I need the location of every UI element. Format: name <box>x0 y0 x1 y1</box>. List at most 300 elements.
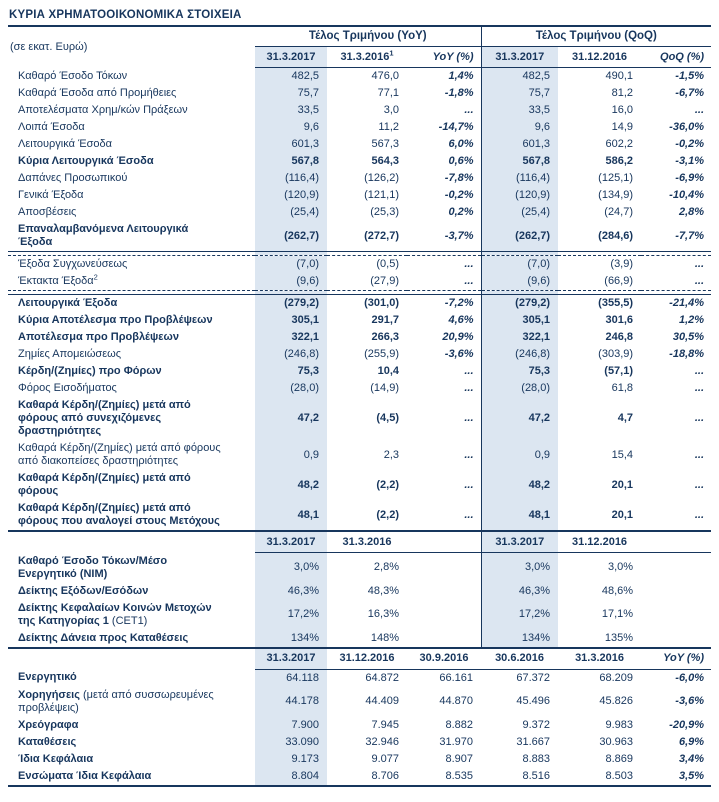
value-cell: -3,6% <box>444 348 474 360</box>
table-row <box>8 119 711 136</box>
value-cell: 31.667 <box>516 735 551 748</box>
value-cell: 64.118 <box>255 669 327 687</box>
table-row <box>8 734 711 751</box>
value-cell: (120,9) <box>481 187 558 204</box>
table-row <box>8 329 711 346</box>
value-cell: (262,7) <box>255 221 327 252</box>
column-header: 31.3.2016 <box>327 531 407 553</box>
value-cell: 3,4% <box>678 752 705 765</box>
value-cell: 68.209 <box>599 671 634 684</box>
column-header: 31.3.2017 <box>481 47 558 68</box>
value-cell: 3,5% <box>641 768 711 786</box>
value-cell: 17,2% <box>481 600 558 630</box>
value-cell: (301,0) <box>364 297 399 309</box>
value-cell: -6,9% <box>675 172 705 184</box>
value-cell: (126,2) <box>364 172 399 184</box>
value-cell: 81,2 <box>611 87 634 99</box>
value-cell: 33,5 <box>481 102 558 119</box>
row-label <box>8 187 255 204</box>
value-cell: ... <box>694 478 705 491</box>
value-cell: 17,2% <box>255 600 327 630</box>
column-header: 30.6.2016 <box>481 648 558 670</box>
value-cell: 44.409 <box>365 695 399 707</box>
row-label <box>8 734 255 751</box>
value-cell: 322,1 <box>255 329 327 346</box>
value-cell: 7.945 <box>371 718 399 731</box>
value-cell: 48,6% <box>601 584 634 597</box>
table-row <box>8 153 711 170</box>
value-cell: 75,3 <box>481 363 558 380</box>
column-header <box>407 531 481 553</box>
value-cell: -3,1% <box>675 155 705 167</box>
value-cell: 46,3% <box>481 583 558 600</box>
value-cell: 476,0 <box>371 70 399 82</box>
table-row <box>8 68 711 86</box>
value-cell: 61,8 <box>611 382 634 394</box>
value-cell: 322,1 <box>481 329 558 346</box>
value-cell: 11,2 <box>378 121 399 133</box>
value-cell: -1,5% <box>675 70 705 82</box>
value-cell: 20,1 <box>611 508 634 521</box>
row-label-text: Κύρια Λειτουργικά Έσοδα <box>18 155 154 167</box>
row-label-text: Δείκτης Κεφαλαίων Κοινών Μετοχών της Κατηγορίας 1 <box>18 601 212 627</box>
value-cell: (57,1) <box>604 365 634 377</box>
value-cell: 134% <box>255 630 327 648</box>
section-header-row <box>8 531 711 553</box>
value-cell: 0,2% <box>448 206 474 218</box>
value-cell: (0,5) <box>376 258 399 270</box>
table-row <box>8 717 711 734</box>
table-row <box>8 397 711 440</box>
value-cell: 8.882 <box>445 718 474 731</box>
value-cell: (303,9) <box>598 348 634 360</box>
value-cell: ... <box>694 365 705 377</box>
value-cell: 47,2 <box>255 397 327 440</box>
value-cell: 0,9 <box>481 440 558 470</box>
value-cell <box>407 630 481 648</box>
row-label <box>8 440 255 470</box>
value-cell: (24,7) <box>604 206 634 218</box>
value-cell <box>407 583 481 600</box>
value-cell: 9.173 <box>255 751 327 768</box>
row-label-text: Έκτακτα Έξοδα <box>18 275 94 287</box>
value-cell: 6,9% <box>678 735 705 748</box>
value-cell: 33.090 <box>255 734 327 751</box>
row-label-text: Καθαρά Έσοδα από Προμήθειες <box>18 87 177 99</box>
value-cell: 482,5 <box>255 68 327 86</box>
value-cell: 1,2% <box>678 314 705 326</box>
value-cell: 48,3% <box>367 584 399 597</box>
unit-label: (σε εκατ. Ευρώ) <box>10 40 88 53</box>
table-row <box>8 85 711 102</box>
row-label-suffix: (μετά από συσσωρευμένες προβλέψεις) <box>18 688 214 714</box>
table-row <box>8 295 711 313</box>
value-cell: 75,7 <box>255 85 327 102</box>
table-row <box>8 204 711 221</box>
value-cell: ... <box>464 365 474 377</box>
value-cell: (9,6) <box>481 273 558 291</box>
table-row <box>8 687 711 717</box>
value-cell: 9,6 <box>481 119 558 136</box>
row-label: Έκτακτα Έξοδα$^2$ <box>18 273 98 287</box>
row-label-text: Λειτουργικά Έξοδα <box>18 297 118 309</box>
value-cell: 2,3 <box>383 448 399 461</box>
value-cell: 2,8% <box>678 206 705 218</box>
row-label-text: Αποσβέσεις <box>18 206 77 218</box>
value-cell: 3,0% <box>255 553 327 583</box>
value-cell: 48,2 <box>481 470 558 500</box>
row-label <box>8 136 255 153</box>
row-label-text: Έξοδα Συγχωνεύσεως <box>18 258 128 270</box>
row-label <box>8 68 255 86</box>
value-cell: 8.706 <box>327 768 407 786</box>
table-row <box>8 553 711 583</box>
value-cell: 9.077 <box>371 752 399 765</box>
row-label-text: Φόρος Εισοδήματος <box>18 382 117 394</box>
table-row <box>8 221 711 252</box>
row-label-text: Καθαρά Κέρδη/(Ζημίες) μετά από φόρους που αναλογεί στους Μετόχους <box>18 502 220 527</box>
row-label-text: Δείκτης Εξόδων/Εσόδων <box>18 584 149 597</box>
row-label <box>8 153 255 170</box>
value-cell: 48,1 <box>481 500 558 531</box>
value-cell: 47,2 <box>481 397 558 440</box>
value-cell: -7,7% <box>675 229 705 242</box>
value-cell: -21,4% <box>669 297 705 309</box>
row-label <box>8 102 255 119</box>
value-cell: (284,6) <box>598 229 634 242</box>
row-label <box>8 751 255 768</box>
value-cell: (125,1) <box>598 172 634 184</box>
row-label <box>8 256 255 274</box>
section-ratios <box>8 531 711 648</box>
value-cell: ... <box>464 104 474 116</box>
table-row <box>8 380 711 397</box>
value-cell: 31.970 <box>439 735 474 748</box>
column-header: 31.3.2017 <box>255 648 327 670</box>
value-cell: (246,8) <box>481 346 558 363</box>
column-group-header: Τέλος Τριμήνου (QoQ) <box>481 27 711 47</box>
value-cell: 45.826 <box>599 695 634 707</box>
table-row <box>8 669 711 687</box>
value-cell: 7.900 <box>255 717 327 734</box>
value-cell: ... <box>694 104 705 116</box>
value-cell: (121,1) <box>364 189 399 201</box>
row-label <box>8 687 255 717</box>
value-cell <box>641 583 711 600</box>
value-cell: 586,2 <box>605 155 634 167</box>
column-header <box>641 531 711 553</box>
value-cell: 1,4% <box>448 70 474 82</box>
value-cell: 44.870 <box>439 695 474 707</box>
value-cell <box>641 553 711 583</box>
value-cell: ... <box>694 508 705 521</box>
table-row <box>8 136 711 153</box>
table-row <box>8 102 711 119</box>
value-cell: -18,8% <box>669 348 705 360</box>
value-cell: -7,8% <box>444 172 474 184</box>
value-cell: 305,1 <box>255 312 327 329</box>
value-cell: (272,7) <box>364 229 399 242</box>
value-cell: 246,8 <box>605 331 634 343</box>
value-cell: 17,1% <box>601 608 634 620</box>
value-cell: (27,9) <box>370 275 399 287</box>
value-cell: -6,7% <box>675 87 705 99</box>
value-cell: 45.496 <box>516 695 551 707</box>
table-row <box>8 312 711 329</box>
column-header: 31.3.2017 <box>255 531 327 553</box>
row-label <box>8 85 255 102</box>
value-cell: -10,4% <box>669 189 705 201</box>
value-cell: 148% <box>370 631 399 644</box>
row-label <box>8 119 255 136</box>
value-cell: 8.503 <box>558 768 641 786</box>
column-group-header: Τέλος Τριμήνου (YoY) <box>255 27 481 47</box>
value-cell: 9.372 <box>522 718 551 731</box>
row-label <box>8 470 255 500</box>
section-income-statement <box>8 27 711 531</box>
value-cell: ... <box>464 258 474 270</box>
value-cell: 32.946 <box>365 735 399 748</box>
value-cell: ... <box>464 382 474 394</box>
value-cell: 567,8 <box>255 153 327 170</box>
value-cell: 305,1 <box>481 312 558 329</box>
row-label-text: Χρεόγραφα <box>18 718 79 731</box>
value-cell: 46,3% <box>255 583 327 600</box>
value-cell: ... <box>464 478 474 491</box>
row-label-text: Καταθέσεις <box>18 735 77 748</box>
value-cell: (4,5) <box>376 412 399 424</box>
value-cell: (25,4) <box>481 204 558 221</box>
value-cell: 30.963 <box>599 735 634 748</box>
value-cell: 601,3 <box>255 136 327 153</box>
table-row <box>8 500 711 531</box>
value-cell: (25,3) <box>370 206 399 218</box>
table-row <box>8 630 711 648</box>
value-cell: (116,4) <box>255 170 327 187</box>
value-cell: 20,9% <box>442 331 474 343</box>
value-cell: 10,4 <box>377 365 399 377</box>
row-label-text: Γενικά Έξοδα <box>18 189 84 201</box>
row-label <box>8 221 255 252</box>
value-cell: 134% <box>481 630 558 648</box>
value-cell: 75,7 <box>481 85 558 102</box>
value-cell: 8.883 <box>522 752 551 765</box>
value-cell: 16,0 <box>611 104 634 116</box>
row-label <box>8 500 255 531</box>
row-label <box>8 669 255 687</box>
value-cell: 0,9 <box>255 440 327 470</box>
row-label <box>8 295 255 313</box>
value-cell: 3,0% <box>607 561 634 574</box>
row-label-text: Λειτουργικά Έσοδα <box>18 138 113 150</box>
value-cell: 601,3 <box>481 136 558 153</box>
row-label-text: Καθαρά Κέρδη/(Ζημίες) μετά από φόρους από διακοπείσες δραστηριότητες <box>18 442 221 467</box>
value-cell: 75,3 <box>255 363 327 380</box>
row-label-text: Επαναλαμβανόμενα Λειτουργικά Έξοδα <box>18 223 189 248</box>
value-cell: 3,0 <box>383 104 399 116</box>
value-cell: 64.872 <box>365 671 399 684</box>
row-label-suffix: (CET1) <box>108 614 148 627</box>
balance-header-spacer <box>8 648 255 670</box>
value-cell: 291,7 <box>371 314 399 326</box>
row-label <box>8 363 255 380</box>
report-title: ΚΥΡΙΑ ΧΡΗΜΑΤΟΟΙΚΟΝΟΜΙΚΑ ΣΤΟΙΧΕΙΑ <box>8 7 711 27</box>
value-cell: (255,9) <box>364 348 399 360</box>
table-row <box>8 600 711 630</box>
value-cell: 8.516 <box>481 768 558 786</box>
row-label-text: Κέρδη/(Ζημίες) προ Φόρων <box>18 365 162 377</box>
table-row <box>8 346 711 363</box>
value-cell: (2,2) <box>376 478 399 491</box>
row-label <box>8 380 255 397</box>
row-label <box>8 768 255 786</box>
value-cell: (7,0) <box>481 256 558 274</box>
value-cell: 44.178 <box>255 687 327 717</box>
row-label <box>8 397 255 440</box>
section-header-row <box>8 648 711 670</box>
value-cell: 9.983 <box>605 718 634 731</box>
value-cell: 490,1 <box>605 70 634 82</box>
value-cell <box>641 630 711 648</box>
value-cell: ... <box>464 412 474 424</box>
row-label-text: Ίδια Κεφάλαια <box>18 752 94 765</box>
table-row <box>8 187 711 204</box>
value-cell: -0,2% <box>675 138 705 150</box>
value-cell: -6,0% <box>675 671 705 684</box>
table-row <box>8 751 711 768</box>
value-cell: 48,1 <box>255 500 327 531</box>
column-header: YoY (%) <box>407 47 481 68</box>
value-cell: ... <box>464 275 474 287</box>
value-cell: 30,5% <box>672 331 705 343</box>
table-row <box>8 273 711 291</box>
value-cell: 567,3 <box>371 138 399 150</box>
value-cell <box>407 553 481 583</box>
value-cell: -3,7% <box>444 229 474 242</box>
value-cell: -14,7% <box>438 121 474 133</box>
value-cell: 0,6% <box>448 155 474 167</box>
value-cell: (28,0) <box>481 380 558 397</box>
row-label-text: Καθαρά Κέρδη/(Ζημίες) μετά από φόρους <box>18 472 191 497</box>
value-cell: (120,9) <box>255 187 327 204</box>
row-label <box>8 312 255 329</box>
column-header: 31.3.2016 <box>558 648 641 670</box>
value-cell: (7,0) <box>255 256 327 274</box>
table-row <box>8 768 711 786</box>
row-label <box>8 346 255 363</box>
value-cell: 6,0% <box>448 138 474 150</box>
table-row <box>8 256 711 274</box>
row-label-text: Λοιπά Έσοδα <box>18 121 85 133</box>
value-cell: 4,7 <box>617 412 634 424</box>
column-header: 30.9.2016 <box>407 648 481 670</box>
value-cell: (14,9) <box>370 382 399 394</box>
value-cell: 67.372 <box>516 671 551 684</box>
row-label-text: Καθαρό Έσοδο Τόκων <box>18 69 128 82</box>
value-cell: 20,1 <box>611 478 634 491</box>
value-cell: (262,7) <box>481 221 558 252</box>
value-cell: (3,9) <box>610 258 634 270</box>
row-label-text: Καθαρό Έσοδο Τόκων/Μέσο Ενεργητικό (NIM) <box>18 554 168 580</box>
value-cell: (2,2) <box>376 508 399 521</box>
row-label <box>8 600 255 630</box>
value-cell: 33,5 <box>255 102 327 119</box>
value-cell: 9,6 <box>255 119 327 136</box>
value-cell: -7,2% <box>444 297 474 309</box>
value-cell: 16,3% <box>367 608 399 620</box>
value-cell: ... <box>694 448 705 461</box>
value-cell: (134,9) <box>598 189 634 201</box>
value-cell: 564,3 <box>371 155 399 167</box>
value-cell <box>407 600 481 630</box>
value-cell: (246,8) <box>255 346 327 363</box>
column-header: 31.12.2016 <box>558 47 641 68</box>
value-cell: 14,9 <box>611 121 634 133</box>
value-cell: (279,2) <box>255 295 327 313</box>
value-cell: 482,5 <box>481 68 558 86</box>
row-label <box>8 329 255 346</box>
column-header: 31.3.2017 <box>255 47 327 68</box>
value-cell: -20,9% <box>669 718 705 731</box>
value-cell: (116,4) <box>481 170 558 187</box>
row-label-text: Ζημίες Απομειώσεως <box>18 348 122 360</box>
value-cell: ... <box>464 448 474 461</box>
financials-table <box>8 27 711 787</box>
table-row <box>8 440 711 470</box>
value-cell: -0,2% <box>444 189 474 201</box>
table-row <box>8 363 711 380</box>
table-row <box>8 583 711 600</box>
row-label-text: Δαπάνες Προσωπικού <box>18 172 128 184</box>
section-balance-sheet <box>8 648 711 786</box>
value-cell: 301,6 <box>605 314 634 326</box>
value-cell: ... <box>694 412 705 424</box>
row-label-text: Αποτέλεσμα προ Προβλέψεων <box>18 331 179 343</box>
table-row <box>8 470 711 500</box>
value-cell: ... <box>464 508 474 521</box>
row-label <box>8 583 255 600</box>
value-cell: (28,0) <box>255 380 327 397</box>
column-header: YoY (%) <box>641 648 711 670</box>
value-cell: (355,5) <box>598 297 634 309</box>
value-cell: ... <box>694 258 705 270</box>
value-cell: -3,6% <box>675 695 705 707</box>
value-cell: 8.804 <box>255 768 327 786</box>
column-group-header-row <box>8 27 711 47</box>
table-row <box>8 170 711 187</box>
row-label-text: Ενσώματα Ίδια Κεφάλαια <box>18 769 152 782</box>
row-label <box>8 170 255 187</box>
value-cell: 8.907 <box>445 752 474 765</box>
value-cell: ... <box>694 275 705 287</box>
value-cell: 8.535 <box>407 768 481 786</box>
row-label <box>8 204 255 221</box>
column-header: 31.12.2016 <box>327 648 407 670</box>
row-label-text: Αποτελέσματα Χρημ/κών Πράξεων <box>18 104 188 116</box>
value-cell: 4,6% <box>448 314 474 326</box>
value-cell: 15,4 <box>611 448 634 461</box>
row-label-text: Κύρια Αποτέλεσμα προ Προβλέψεων <box>18 314 213 326</box>
row-label <box>8 553 255 583</box>
value-cell: ... <box>694 382 705 394</box>
value-cell: 602,2 <box>605 138 634 150</box>
column-header: QoQ (%) <box>641 47 711 68</box>
column-header: 31.3.2016$^1$ <box>327 47 407 68</box>
value-cell: (279,2) <box>481 295 558 313</box>
value-cell <box>641 600 711 630</box>
value-cell: (66,9) <box>604 275 634 287</box>
row-label-text: Ενεργητικό <box>18 671 77 684</box>
